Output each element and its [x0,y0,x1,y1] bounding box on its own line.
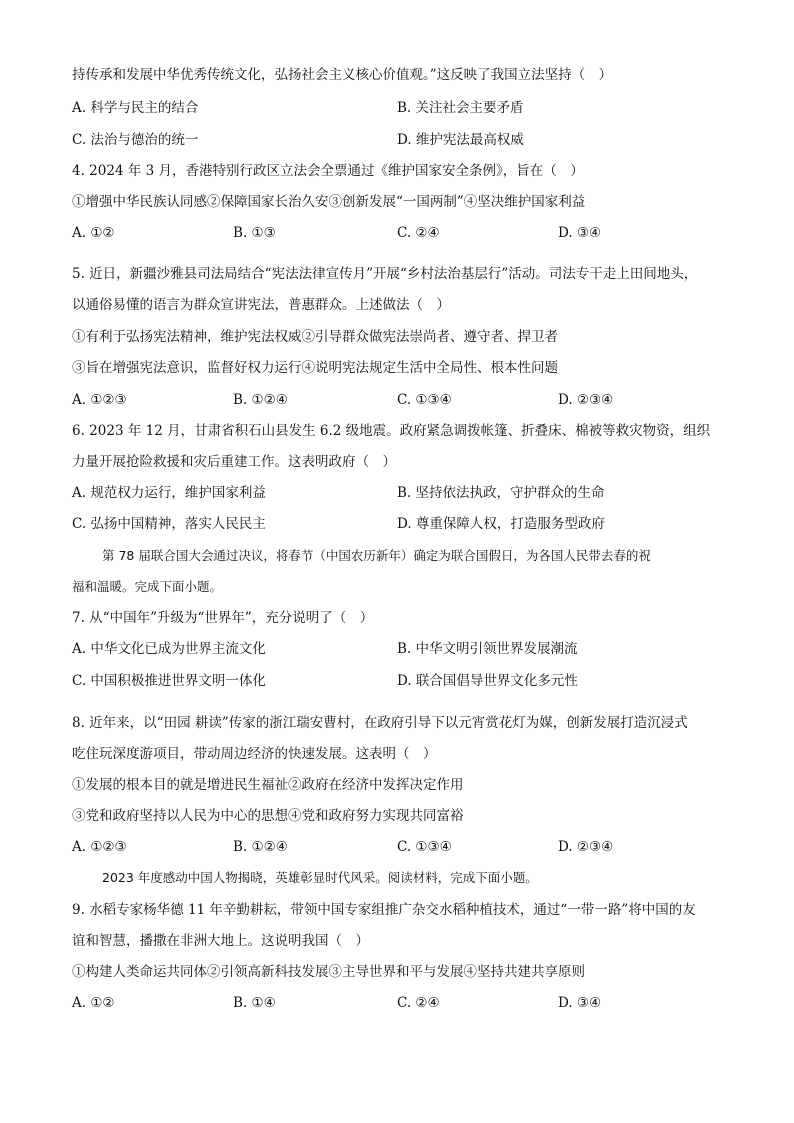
q8-option-d: D. ②③④ [558,839,614,855]
q7-option-a: A. 中华文化已成为世界主流文化 [72,641,266,657]
q6-option-a: A. 规范权力运行，维护国家利益 [72,485,266,501]
q5-option-d: D. ②③④ [558,392,614,408]
q9-statements: ①构建人类命运共同体②引领高新科技发展③主导世界和平与发展④坚持共建共享原则 [72,964,585,980]
q7-stem: 7. 从“中国年”升级为“世界年”，充分说明了（ ） [72,610,374,626]
q8-option-c: C. ①③④ [397,839,452,855]
q9-option-d: D. ③④ [558,995,602,1011]
q4-stem: 4. 2024 年 3 月，香港特别行政区立法会全票通过《维护国家安全条例》，旨在（ ） [72,163,584,179]
q3-option-a: A. 科学与民主的结合 [72,100,199,116]
q6-stem-line1: 6. 2023 年 12 月，甘肃省积石山县发生 6.2 级地震。政府紧急调拨帐篷、折叠床、棉被等救灾物资，组织 [72,423,711,439]
q5-statement1: ①有利于弘扬宪法精神，维护宪法权威②引导群众做宪法崇尚者、遵守者、捍卫者 [72,329,558,345]
q9-option-c: C. ②④ [397,995,440,1011]
q3-option-d: D. 维护宪法最高权威 [397,132,524,148]
intro1-line2: 福和温暖。完成下面小题。 [72,579,223,594]
q9-option-a: A. ①② [72,995,115,1011]
q4-statements: ①增强中华民族认同感②保障国家长治久安③创新发展“一国两制”④坚决维护国家利益 [72,194,586,210]
q8-option-a: A. ①②③ [72,839,127,855]
q8-stem-line2: 吃住玩深度游项目，带动周边经济的快速发展。这表明（ ） [72,746,437,762]
q9-option-b: B. ①④ [233,995,276,1011]
q7-option-d: D. 联合国倡导世界文化多元性 [397,673,578,689]
intro1-line1: 第 78 届联合国大会通过决议，将春节（中国农历新年）确定为联合国假日，为各国人民带去春的祝 [102,548,651,563]
q6-stem-line2: 力量开展抢险救援和灾后重建工作。这表明政府（ ） [72,454,396,470]
q8-stem-line1: 8. 近年来，以“田园 耕读”传家的浙江瑞安曹村，在政府引导下以元宵赏花灯为媒，创新发展打造沉浸式 [72,715,688,731]
q9-stem-line2: 谊和智慧，播撒在非洲大地上。这说明我国（ ） [72,933,369,949]
q5-option-b: B. ①②④ [233,392,288,408]
q3-option-b: B. 关注社会主要矛盾 [397,100,524,116]
q4-option-d: D. ③④ [558,225,602,241]
q4-option-c: C. ②④ [397,225,440,241]
q5-statement2: ③旨在增强宪法意识，监督好权力运行④说明宪法规定生活中全局性、根本性问题 [72,360,558,376]
intro2-line1: 2023 年度感动中国人物揭晓，英雄彰显时代风采。阅读材料，完成下面小题。 [102,870,538,885]
q5-option-a: A. ①②③ [72,392,127,408]
q7-option-c: C. 中国积极推进世界文明一体化 [72,673,266,689]
q8-statement1: ①发展的根本目的就是增进民生福祉②政府在经济中发挥决定作用 [72,777,464,793]
q5-stem-line2: 以通俗易懂的语言为群众宣讲宪法，普惠群众。上述做法（ ） [72,297,450,313]
q8-statement2: ③党和政府坚持以人民为中心的思想④党和政府努力实现共同富裕 [72,808,464,824]
q8-option-b: B. ①②④ [233,839,288,855]
q6-option-d: D. 尊重保障人权，打造服务型政府 [397,516,605,532]
q7-option-b: B. 中华文明引领世界发展潮流 [397,641,578,657]
q6-option-b: B. 坚持依法执政，守护群众的生命 [397,485,605,501]
q6-option-c: C. 弘扬中国精神，落实人民民主 [72,516,266,532]
q4-option-a: A. ①② [72,225,115,241]
q3-option-c: C. 法治与德治的统一 [72,132,199,148]
q3-stem-tail: 持传承和发展中华优秀传统文化，弘扬社会主义核心价值观。”这反映了我国立法坚持（ ） [72,67,613,83]
q9-stem-line1: 9. 水稻专家杨华德 11 年辛勤耕耘，带领中国专家组推广杂交水稻种植技术，通过“一带一路”将中国的友 [72,902,696,918]
q5-stem-line1: 5. 近日，新疆沙雅县司法局结合“宪法法律宣传月”开展“乡村法治基层行”活动。司法专干走上田间地头， [72,266,698,282]
q4-option-b: B. ①③ [233,225,276,241]
q5-option-c: C. ①③④ [397,392,452,408]
